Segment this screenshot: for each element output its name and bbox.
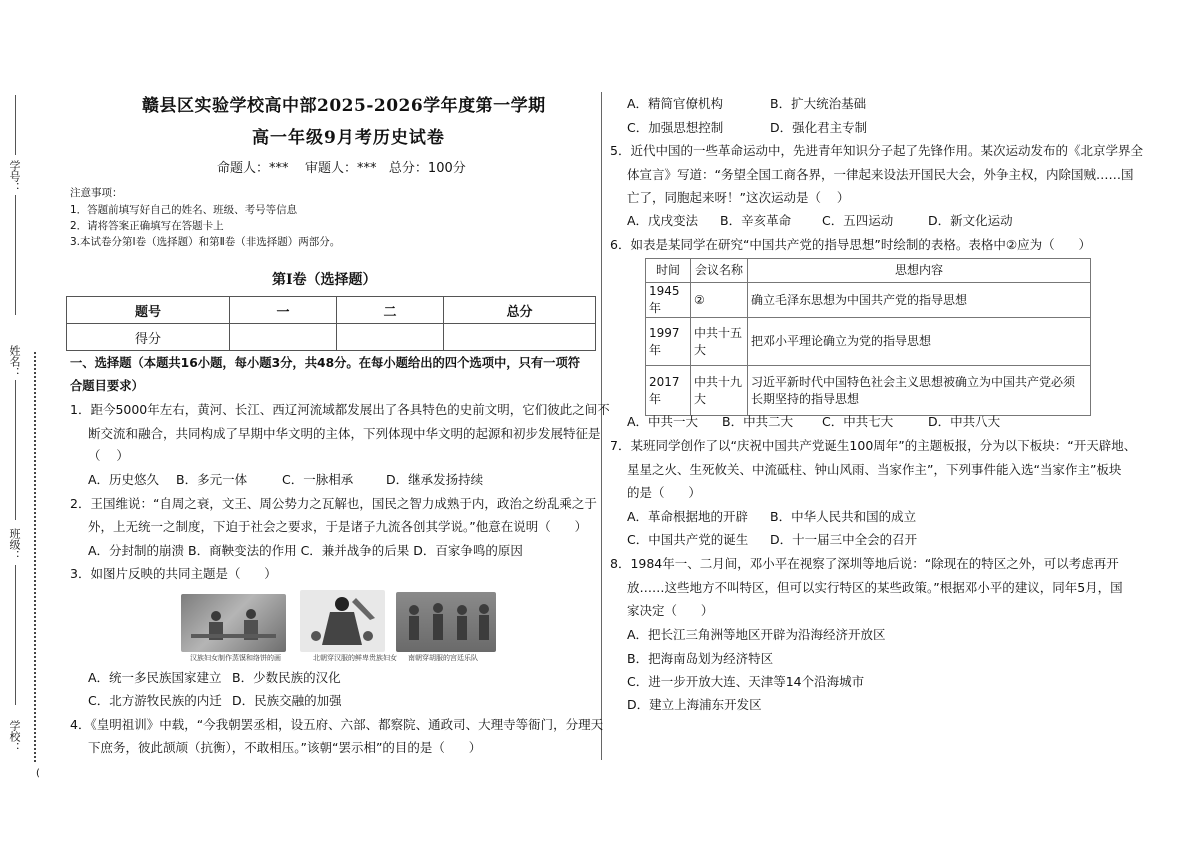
q7-option-c[interactable]: C．中国共产党的诞生	[627, 532, 749, 547]
q6-row2-content: 把邓小平理论确立为党的指导思想	[748, 318, 1091, 366]
q8-option-b[interactable]: B．把海南岛划为经济特区	[627, 651, 774, 666]
q2-options[interactable]: A．分封制的崩溃 B．商鞅变法的作用 C．兼并战争的后果 D．百家争鸣的原因	[88, 543, 523, 558]
q6-row3-meeting: 中共十九大	[691, 366, 748, 416]
score-cell-1[interactable]	[230, 324, 337, 351]
q4-option-d[interactable]: D．强化君主专制	[770, 120, 868, 135]
student-no-line-2	[15, 195, 16, 315]
notes-item-1: 1．答题前填写好自己的姓名、班级、考号等信息	[70, 204, 298, 216]
q6-option-b[interactable]: B．中共二大	[722, 414, 794, 429]
q3-option-b[interactable]: B．少数民族的汉化	[232, 670, 341, 685]
part1-title: 第Ⅰ卷（选择题）	[272, 272, 377, 288]
q6-row3-time: 2017年	[646, 366, 691, 416]
q6-row3-content-line1: 习近平新时代中国特色社会主义思想被确立为中国共产党必须	[751, 374, 1076, 389]
q6-row1-time: 1945年	[646, 283, 691, 318]
q5-option-b[interactable]: B．辛亥革命	[720, 213, 792, 228]
q1-option-b[interactable]: B．多元一体	[176, 472, 248, 487]
q3-image-2-figure	[300, 590, 385, 652]
q7-option-b[interactable]: B．中华人民共和国的成立	[770, 509, 917, 524]
binding-dotted-line	[34, 352, 36, 762]
score-header-1: 一	[230, 297, 337, 324]
q6-option-a[interactable]: A．中共一大	[627, 414, 699, 429]
q8-line1: 8．1984年一、二月间，邓小平在视察了深圳等地后说：“除现在的特区之外，可以考虑再开	[610, 556, 1119, 571]
q6-row3-content-line2: 长期坚持的指导思想	[751, 391, 860, 406]
q6-table	[645, 258, 1091, 416]
q4-option-b[interactable]: B．扩大统治基础	[770, 96, 867, 111]
exam-title: 赣县区实验学校高中部2025-2026学年度第一学期	[142, 96, 546, 116]
q3-caption-2: 北朝穿汉服的鲜卑贵族妇女	[313, 654, 397, 662]
q1-option-d[interactable]: D．继承发扬持续	[386, 472, 484, 487]
q6-row2-time: 1997年	[646, 318, 691, 366]
q6-header-meeting: 会议名称	[691, 259, 748, 283]
q7-line3: 的是（ ）	[627, 485, 701, 500]
q1-option-c[interactable]: C．一脉相承	[282, 472, 354, 487]
score-header-qno: 题号	[67, 297, 230, 324]
q4-option-c[interactable]: C．加强思想控制	[627, 120, 724, 135]
q3-caption-1: 汉族妇女制作蒸馍和络饼的画	[190, 654, 281, 662]
q5-option-a[interactable]: A．戊戌变法	[627, 213, 699, 228]
section1-line1: 一、选择题（本题共16小题，每小题3分，共48分。在每小题给出的四个选项中，只有一项符	[70, 356, 581, 370]
q3-image-3-figure	[396, 592, 496, 652]
q3-option-d[interactable]: D．民族交融的加强	[232, 693, 342, 708]
q5-line2: 体宣言》写道：“务望全国工商各界，一律起来设法开国民大会，外争主权，内除国贼……国	[627, 167, 1134, 182]
q3-image-1-figure	[181, 594, 286, 652]
score-cell-2[interactable]	[337, 324, 444, 351]
q2-line1: 2．王国维说：“自周之衰，文王、周公势力之瓦解也，国民之智力成熟于内，政治之纷乱乘之于	[70, 496, 597, 511]
q5-line1: 5．近代中国的一些革命运动中，先进青年知识分子起了先锋作用。某次运动发布的《北京学界全	[610, 143, 1143, 158]
column-divider	[601, 92, 602, 760]
q6-line1: 6．如表是某同学在研究“中国共产党的指导思想”时绘制的表格。表格中②应为（ ）	[610, 237, 1091, 252]
exam-subtitle: 高一年级9月考历史试卷	[252, 128, 445, 148]
score-table	[66, 296, 596, 351]
student-no-line	[15, 95, 16, 155]
q6-option-d[interactable]: D．中共八大	[928, 414, 1001, 429]
q8-option-c[interactable]: C．进一步开放大连、天津等14个沿海城市	[627, 674, 865, 689]
score-header-2: 二	[337, 297, 444, 324]
class-label: 班级：	[8, 528, 21, 561]
q3-image-1	[181, 594, 286, 652]
section1-line2: 合题目要求）	[70, 379, 144, 393]
q5-option-d[interactable]: D．新文化运动	[928, 213, 1013, 228]
notes-heading: 注意事项：	[70, 187, 123, 199]
q8-option-d[interactable]: D．建立上海浦东开发区	[627, 697, 762, 712]
q3-option-a[interactable]: A．统一多民族国家建立	[88, 670, 222, 685]
q6-option-c[interactable]: C．中共七大	[822, 414, 894, 429]
name-label: 姓名：	[8, 345, 21, 378]
score-header-total: 总分	[444, 297, 596, 324]
q3-option-c[interactable]: C．北方游牧民族的内迁	[88, 693, 222, 708]
notes-item-2: 2．请将答案正确填写在答题卡上	[70, 220, 224, 232]
q1-line2: 断交流和融合，共同构成了早期中华文明的主体，下列体现中华文明的起源和初步发展特征是	[88, 426, 601, 441]
q5-line3: 亡了，同胞起来呀！”这次运动是（ ）	[627, 190, 850, 205]
score-row-label: 得分	[67, 324, 230, 351]
q8-option-a[interactable]: A．把长江三角洲等地区开辟为沿海经济开放区	[627, 627, 886, 642]
q6-header-time: 时间	[646, 259, 691, 283]
q6-row2-meeting: 中共十五大	[691, 318, 748, 366]
score-cell-total[interactable]	[444, 324, 596, 351]
q5-option-c[interactable]: C．五四运动	[822, 213, 894, 228]
q6-row3-content	[748, 366, 1091, 416]
q6-row1-content: 确立毛泽东思想为中国共产党的指导思想	[748, 283, 1091, 318]
bottom-mark: (	[36, 768, 40, 779]
exam-meta: 命题人：*** 审题人：*** 总分：100分	[217, 161, 466, 176]
q3-line1: 3．如图片反映的共同主题是（ ）	[70, 566, 277, 581]
class-line	[15, 565, 16, 705]
q6-row1-meeting: ②	[691, 283, 748, 318]
q6-header-content: 思想内容	[748, 259, 1091, 283]
q1-line3: （ ）	[88, 448, 129, 463]
student-no-label: 学号：	[8, 160, 21, 193]
q7-line2: 星星之火、生死攸关、中流砥柱、钟山风雨、当家作主”，下列事件能入选“当家作主”板块	[627, 462, 1122, 477]
q1-line1: 1．距今5000年左右，黄河、长江、西辽河流域都发展出了各具特色的史前文明，它们彼此之间不	[70, 402, 610, 417]
q3-image-2	[300, 590, 385, 652]
notes-item-3: 3.本试卷分第Ⅰ卷（选择题）和第Ⅱ卷（非选择题）两部分。	[70, 236, 341, 248]
q3-caption-3: 南朝穿胡服的宫廷乐队	[408, 654, 478, 662]
name-line	[15, 380, 16, 520]
q7-line1: 7．某班同学创作了以“庆祝中国共产党诞生100周年”的主题板报，分为以下板块：“开天辟地、	[610, 438, 1137, 453]
school-label: 学校：	[8, 720, 21, 753]
q8-line2: 放……这些地方不叫特区，但可以实行特区的某些政策。”根据邓小平的建议，同年5月，国	[627, 580, 1123, 595]
q8-line3: 家决定（ ）	[627, 603, 714, 618]
q4-line2: 下庶务，彼此颉颃（抗衡），不敢相压。”该朝“罢示相”的目的是（ ）	[88, 740, 482, 755]
q4-line1: 4．《皇明祖训》中载，“今我朝罢丞相，设五府、六部、都察院、通政司、大理寺等衙门，分理天	[70, 717, 604, 732]
q2-line2: 外，上无统一之制度，下迫于社会之要求，于是诸子九流各创其学说。”他意在说明（ ）	[88, 519, 588, 534]
q7-option-d[interactable]: D．十一届三中全会的召开	[770, 532, 918, 547]
q7-option-a[interactable]: A．革命根据地的开辟	[627, 509, 749, 524]
q3-image-3	[396, 592, 496, 652]
q4-option-a[interactable]: A．精简官僚机构	[627, 96, 724, 111]
q1-option-a[interactable]: A．历史悠久	[88, 472, 160, 487]
